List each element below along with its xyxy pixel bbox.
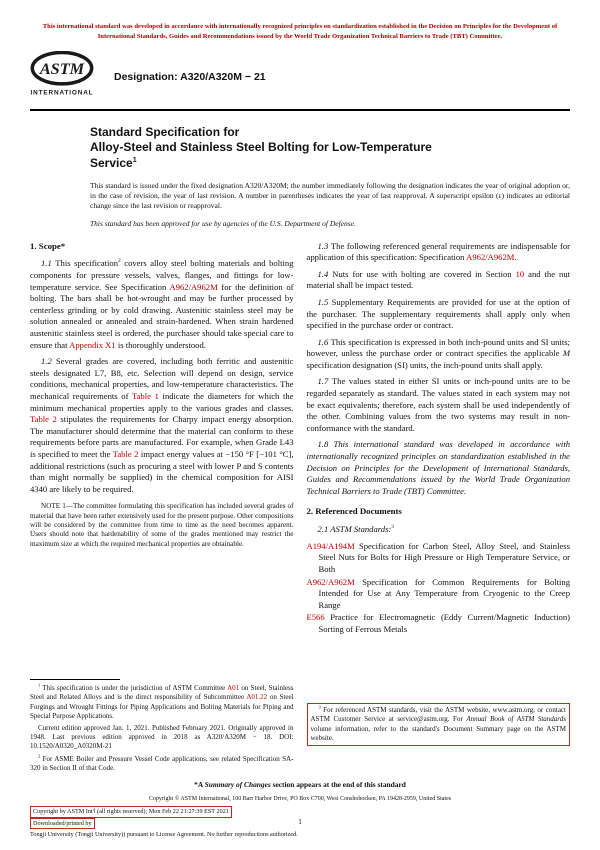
reference-link[interactable]: A962/A962M [466,252,515,263]
astm-logo-subtext: INTERNATIONAL [30,89,94,97]
astm-logo-text: ASTM [39,59,85,79]
paragraph-1-1: 1.1 This specification$^2$ covers alloy steel bolting materials and bolting components for pressure vessels, valves, flanges, and fittings for low-temperature service. See Specification A962/A962M for the definition of bolting. The bars shall be hot-wrought and may be further processed by centerless grinding or by cold drawing. Austenitic stainless steel may be solution annealed or annealed and strain-hardened. When strain hardened austenitic stainless steel is ordered, the purchaser should take special care to ensure that Appendix X1 is thoroughly understood. [30,258,294,350]
paragraph-1-3: 1.3 The following referenced general requirements are indispensable for application of this specification: Specification A962/A962M. [306,240,570,263]
stamp-downloaded-text: Downloaded/printed by [30,818,95,830]
title-line-2: Alloy-Steel and Stainless Steel Bolting for Low-Temperature [90,140,432,155]
references-list [307,541,571,637]
stamp-licensee-text: Tongji University (Tongji University)) pursuant to License Agreement. No further reproductions authorized. [30,831,298,839]
title-footnote-marker: 1 [132,156,137,164]
right-column [307,241,571,777]
reference-link[interactable]: Table 2 [30,414,57,425]
page-title [90,125,570,171]
section-1-heading: 1. Scope* [30,240,66,251]
paragraph-1-8: 1.8 This international standard was developed in accordance with internationally recognized principles on standardization established in the Decision on Principles for the Development of International Standards, Guides and Recommendations issued by the World Trade Organization Technical Barriers to Trade (TBT) Committee. [306,439,571,496]
paragraph-2-1: 2.1 ASTM Standards:$^3$ [317,524,394,535]
title-line-3 [90,156,570,171]
reference-link[interactable]: Table 2 [112,448,139,459]
license-stamp [30,806,570,840]
issue-statement: This standard is issued under the fixed designation A320/A320M; the number immediately following the designation indicates the year of original adoption or, in the case of revision, the year of last revision. A number in parentheses indicates the year of last reapproval. A superscript epsilon (ε) indicates an editorial change since the last revision or reapproval. [90,181,570,211]
astm-logo [30,51,94,102]
section-2-heading: 2. Referenced Documents [306,506,402,517]
reference-link[interactable]: A962/A962M [306,576,355,587]
footnote-1: $^1$ This specification is under the jurisdiction of ASTM Committee A01 on Steel, Stainless Steel and Related Alloys and is the direct responsibility of Subcommittee A01.22 on Steel Forgings and Wrought Fittings for Piping Applications and Bolting Materials for Piping and Special Purpose Applications. [30,682,294,720]
footnote-separator-rule [30,679,120,680]
reference-link[interactable]: E566 [306,612,325,623]
reference-link[interactable]: A194/A194M [306,540,355,551]
title-line-1: Standard Specification for [90,125,240,140]
paragraph-1-4: 1.4 Nuts for use with bolting are covered in Section 10 and the nut material shall be impact tested. [306,268,571,291]
page-number: 1 [298,817,302,827]
copyright-address-line: Copyright © ASTM International, 100 Barr Harbor Drive, PO Box C700, West Conshohocken, PA 19428-2959, United States [148,796,452,803]
paragraph-1-5: 1.5 Supplementary Requirements are provided for use at the option of the purchaser. The supplementary requirements shall apply only when specified in the purchase order or contract. [306,296,570,331]
reference-item: A962/A962M Specification for Common Requirements for Bolting Intended for Use at Any Temperature from Cryogenic to the Creep Range [306,576,570,610]
paragraph-1-7: 1.7 The values stated in either SI units or inch-pound units are to be regarded separately as standard. The values stated in each system may not be exact equivalents; therefore, each system shall be used independently of the other. Combining values from the two systems may result in non-conformance with the standard. [306,376,571,433]
reference-link[interactable]: A01 [227,684,240,693]
designation-header [30,51,570,111]
footnote-3: $^3$ For referenced ASTM standards, visit the ASTM website, www.astm.org, or contact ASTM Customer Service at service@astm.org. For Annual Book of ASTM Standards volume information, refer to the standard's Document Summary page on the ASTM website. [307,703,571,746]
reference-link[interactable]: 10 [515,268,525,279]
designation-text: Designation: A320/A320M − 21 [114,70,266,83]
stamp-copyright-text: Copyright by ASTM Int'l (all rights reserved); Mon Feb 22 21:27:39 EST 2021 [30,806,232,818]
international-standard-notice: This international standard was developed in accordance with internationally recognized principles on standardization established in the Decision on Principles for the Development of International Standards, Guides and Recommendations issued by the World Trade Organization Technical Barriers to Trade (TBT) Committee. [42,23,558,40]
reference-item: E566 Practice for Electromagnetic (Eddy Current/Magnetic Induction) Sorting of Ferrous Metals [306,612,570,635]
summary-of-changes-note: *A Summary of Changes section appears at the end of this standard [194,780,406,790]
paragraph-1-6: 1.6 This specification is expressed in both inch-pound units and SI units; however, unless the purchase order or contract specifies the applicable M specification designation (SI) units, the inch-pound units shall apply. [306,336,570,370]
footnote-2: $^2$ For ASME Boiler and Pressure Vessel Code applications, see related Specification SA-320 in Section II of that Code. [30,753,294,772]
paragraph-1-2: 1.2 Several grades are covered, including both ferritic and austenitic steels designated L7, B8, etc. Selection will depend on design, service conditions, mechanical properties, and low-temperature characteristics. The mechanical requirements of Table 1 indicate the diameters for which the minimum mechanical properties apply to the various grades and classes. Table 2 stipulates the requirements for Charpy impact energy absorption. The manufacturer should determine that the material can conform to these requirements before parts are manufactured. For example, when Grade L43 is specified to meet the Table 2 impact energy values at −150 °F [−101 °C], additional restrictions (such as procuring a steel with lower P and S contents than might normally be supplied) in the chemical composition for AISI 4340 are likely to be required. [30,356,294,494]
left-column [30,241,294,777]
reference-link[interactable]: Table 1 [131,390,159,401]
astm-logo-icon [30,51,94,97]
note-1: NOTE 1—The committee formulating this specification has included several grades of material that have been rather extensively used for the present purpose. Other compositions will be considered by the committee from time to time as the need becomes apparent. Users should note that hardenability of some of the grades mentioned may restrict the maximum size at which the required mechanical properties are obtainable. [30,502,294,548]
two-column-body [30,241,570,777]
reference-link[interactable]: A962/A962M [169,281,218,292]
reference-link[interactable]: A01.22 [246,693,268,702]
dod-approval-note: This standard has been approved for use by agencies of the U.S. Department of Defense. [90,218,356,228]
footnote-edition-history: Current edition approved Jan. 1, 2021. Published February 2021. Originally approved in 1948. Last previous edition approved in 2018 as A320/A320M − 18. DOI: 10.1520/A0320_A0320M-21 [30,724,294,751]
page-footer [30,780,570,840]
left-footnotes [30,679,294,776]
title-line-3-text: Service [90,155,133,170]
reference-link[interactable]: Appendix X1 [69,339,116,350]
reference-item: A194/A194M Specification for Carbon Steel, Alloy Steel, and Stainless Steel Nuts for Bolts for High Pressure or High Temperature Service, or Both [306,540,570,575]
